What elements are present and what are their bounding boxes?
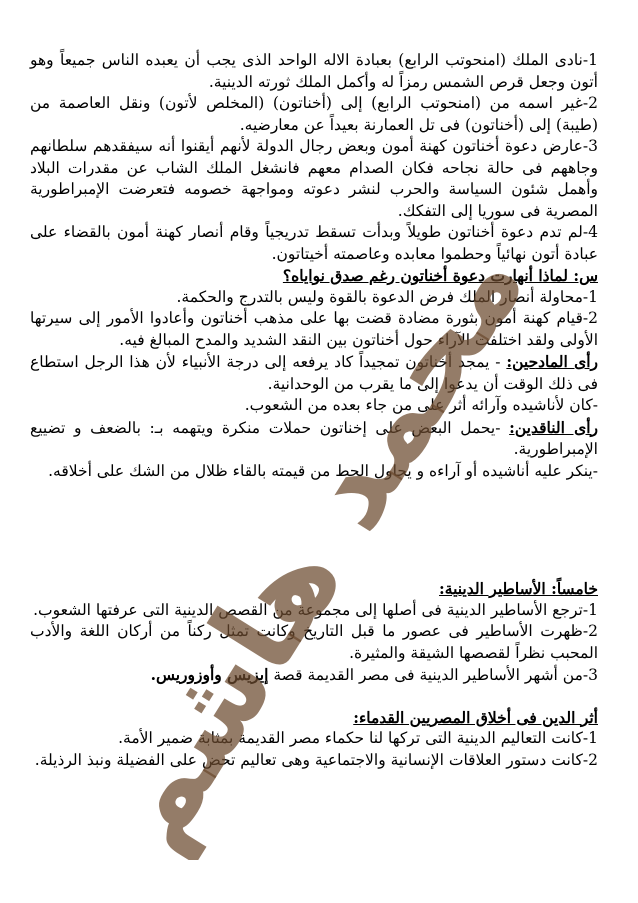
critics-text: -يحمل البعض على إخناتون حملات منكرة ويتهمه بـ: بالضعف و تضييع الإمبراطورية.: [30, 418, 598, 458]
critics-label: رأى الناقدين:: [509, 417, 598, 437]
myths-point-1: 1-ترجع الأساطير الدينية فى أصلها إلى مجموعة من القصص الدينية التى عرفتها الشعوب.: [33, 600, 598, 619]
paragraph-name-change: 2-غير اسمه من (امنحوتب الرابع) إلى (أخناتون) (المخلص لأتون) ونقل العاصمة من (طيبة) إلى (أخناتون) فى تل العمارنة بعيداً عن معارضيه.: [30, 94, 598, 134]
paragraph-collapse: 4-لم تدم دعوة أخناتون طويلاً وبدأت تسقط تدريجياً وقام أنصار كهنة أمون بالقضاء على عبادة أتون نهائياً وحطموا معابده وعاصمته أخيتاتون.: [30, 223, 598, 263]
ethics-point-2: 2-كانت دستور العلاقات الإنسانية والاجتماعية وهى تعاليم تحض على الفضيلة ونبذ الرذيلة.: [34, 750, 598, 769]
admirers-opinion: [30, 351, 598, 395]
admirers-text: - يمجد أخناتون تمجيداً كاد يرفعه إلى درجة الأنبياء لأن هذا الرجل استطاع فى ذلك الوقت أن يدعوا إلى ما يقرب من الوحدانية.: [30, 353, 598, 393]
section-heading-ethics: أثر الدين فى أخلاق المصريين القدماء:: [353, 707, 598, 727]
spacer: [30, 482, 598, 578]
paragraph-akhenaten-call: 1-نادى الملك (امنحوتب الرابع) بعبادة الاله الواحد الذى يجب أن يعبده الناس جميعاً وهو أتون وجعل قرص الشمس رمزاً له وأكمل الملك ثورته الدينية.: [30, 51, 598, 91]
myths-point-3: [30, 664, 598, 687]
critics-opinion: [30, 417, 598, 461]
myths-point-3-text: 3-من أشهر الأساطير الدينية فى مصر القديمة قصة: [268, 666, 598, 684]
myths-point-3-bold: إيزيس وأوزوريس.: [150, 665, 269, 684]
answer-1: 1-محاولة أنصار الملك فرض الدعوة بالقوة وليس بالتدرج والحكمة.: [176, 287, 598, 306]
paragraph-opposition: 3-عارض دعوة أخناتون كهنة أمون وبعض رجال الدولة لأنهم أيقنوا أنه سيفقدهم سلطانهم وجاههم فى حالة نجاحه فكان الصدام معهم فانشغل الملك الشاب عن مقدرات البلاد وأهمل شئون السياسة والحرب لنشر دعوته ومواجهة خصومه فتعرضت الإمبراطورية المصرية فى سوريا إلى التفكك.: [30, 137, 598, 220]
watermark-text: محمد هاشم: [110, 240, 530, 860]
document-page: [30, 50, 598, 771]
section-heading-myths: خامساً: الأساطير الدينية:: [439, 579, 598, 598]
question-heading: س: لماذا أنهارت دعوة أخناتون رغم صدق نواياه؟: [282, 266, 598, 285]
critics-note: -ينكر عليه أناشيده أو آراءه و يحاول الحط من قيمته بالقاء ظلال من الشك على أخلاقه.: [48, 461, 598, 480]
ethics-point-1: 1-كانت التعاليم الدينية التى تركها لنا حكماء مصر القديمة بمثابة ضمير الأمة.: [118, 729, 598, 747]
myths-point-2: 2-ظهرت الأساطير فى عصور ما قبل التاريخ وكانت تمثل ركناً من أركان اللغة والأدب المحبب نظراً لقصصها الشيقة والمثيرة.: [30, 622, 598, 662]
answer-2: 2-قيام كهنة أمون بثورة مضادة قضت بها على مذهب أخناتون وأعادوا الأمور إلى سيرتها الأولى ولقد اختلفت الآراء حول أخناتون بين النقد الشديد والمدح المبالغ فيه.: [30, 309, 598, 349]
admirers-note: -كان لأناشيده وآرائه أثر على من جاء بعده من الشعوب.: [244, 396, 598, 414]
spacer: [30, 687, 598, 707]
admirers-label: رأى المادحين:: [506, 352, 598, 371]
